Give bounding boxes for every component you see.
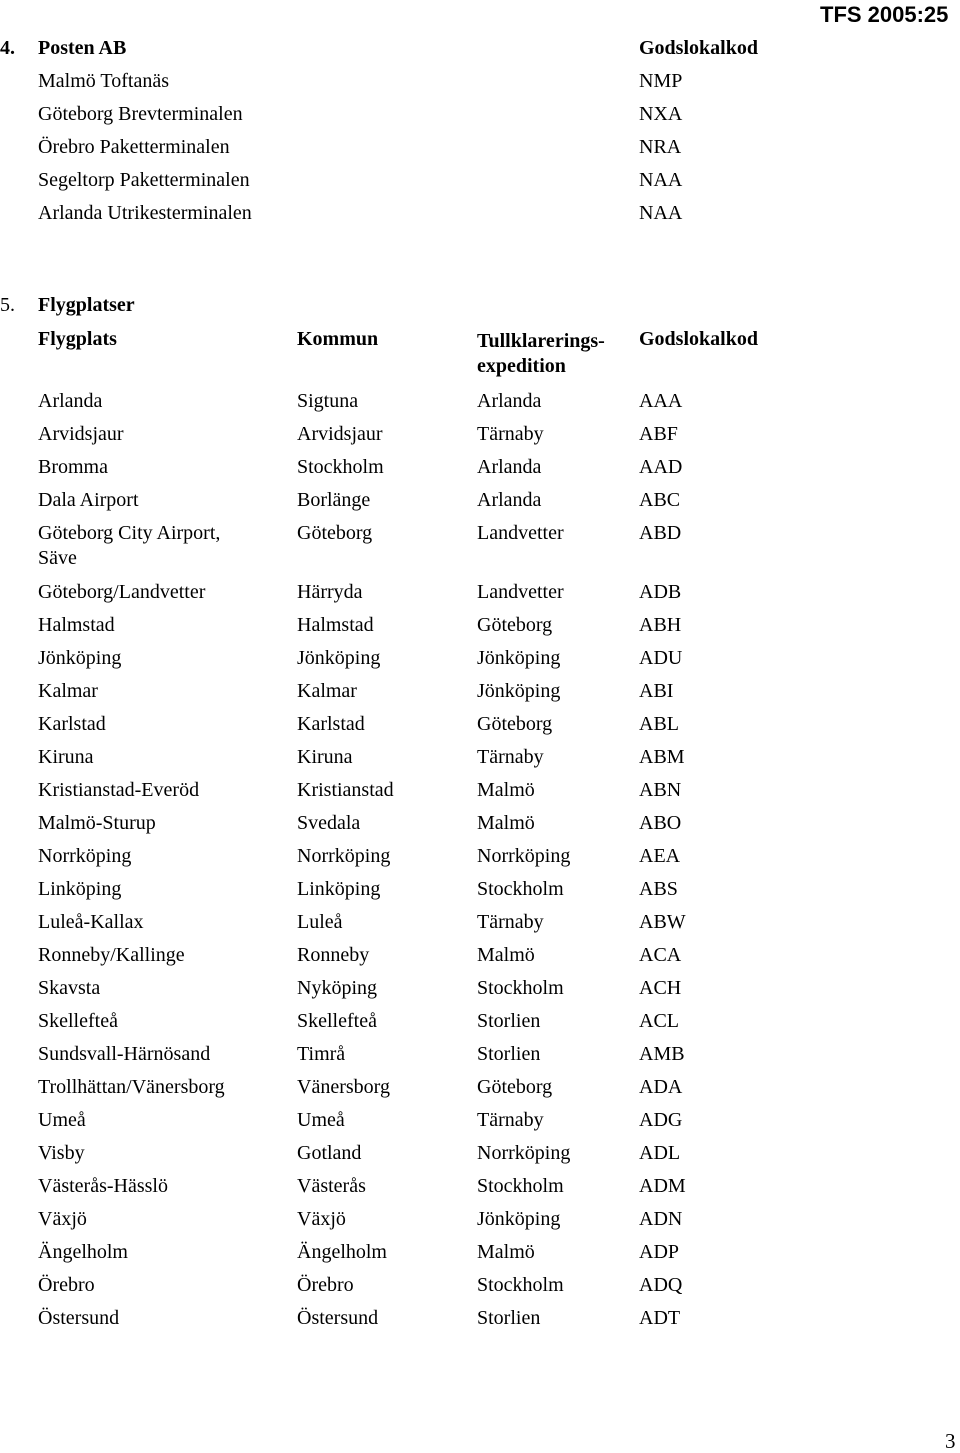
cell-customs-office: Stockholm (477, 977, 564, 999)
cell-municipality: Vänersborg (297, 1076, 390, 1098)
cell-municipality: Göteborg (297, 522, 373, 544)
cell-customs-office: Jönköping (477, 680, 561, 702)
terminal-code: NMP (639, 70, 683, 92)
cell-airport: Arvidsjaur (38, 423, 124, 445)
section-title: Flygplatser (38, 294, 135, 316)
cell-airport: Växjö (38, 1208, 87, 1230)
cell-airport: Örebro (38, 1274, 95, 1296)
cell-airport-line1: Göteborg City Airport, (38, 522, 221, 544)
cell-airport: Karlstad (38, 713, 106, 735)
cell-municipality: Ronneby (297, 944, 370, 966)
cell-airport: Skellefteå (38, 1010, 118, 1032)
cell-customs-office: Jönköping (477, 647, 561, 669)
cell-customs-office: Storlien (477, 1307, 541, 1329)
cell-customs-office: Arlanda (477, 489, 542, 511)
cell-municipality: Umeå (297, 1109, 345, 1131)
cell-airport: Umeå (38, 1109, 86, 1131)
cell-code: ADB (639, 581, 682, 603)
cell-customs-office: Stockholm (477, 878, 564, 900)
cell-municipality: Östersund (297, 1307, 379, 1329)
cell-municipality: Borlänge (297, 489, 371, 511)
cell-code: ADG (639, 1109, 683, 1131)
cell-customs-office: Norrköping (477, 845, 571, 867)
terminal-code: NXA (639, 103, 683, 125)
cell-municipality: Gotland (297, 1142, 362, 1164)
cell-code: ADP (639, 1241, 680, 1263)
cell-customs-office: Arlanda (477, 390, 542, 412)
cell-code: ABS (639, 878, 678, 900)
cell-municipality: Västerås (297, 1175, 366, 1197)
cell-municipality: Örebro (297, 1274, 354, 1296)
cell-customs-office: Malmö (477, 779, 535, 801)
cell-municipality: Ängelholm (297, 1241, 387, 1263)
cell-code: AAD (639, 456, 683, 478)
cell-code: ABL (639, 713, 679, 735)
cell-airport-line2: Säve (38, 547, 77, 569)
column-header-code: Godslokalkod (639, 328, 758, 350)
cell-municipality: Kiruna (297, 746, 353, 768)
column-header-code: Godslokalkod (639, 37, 758, 59)
cell-municipality: Norrköping (297, 845, 391, 867)
terminal-name: Segeltorp Paketterminalen (38, 169, 250, 191)
cell-customs-office: Jönköping (477, 1208, 561, 1230)
cell-airport: Göteborg/Landvetter (38, 581, 206, 603)
cell-airport: Malmö-Sturup (38, 812, 156, 834)
cell-airport: Kristianstad-Everöd (38, 779, 200, 801)
page-number: 3 (945, 1429, 956, 1453)
cell-airport: Luleå-Kallax (38, 911, 144, 933)
cell-airport: Jönköping (38, 647, 122, 669)
cell-municipality: Arvidsjaur (297, 423, 383, 445)
cell-code: AEA (639, 845, 681, 867)
section-title: Posten AB (38, 37, 127, 59)
list-item (0, 137, 900, 161)
cell-customs-office: Arlanda (477, 456, 542, 478)
cell-customs-office: Tärnaby (477, 423, 544, 445)
cell-municipality: Härryda (297, 581, 363, 603)
section-number: 4. (0, 37, 15, 59)
cell-airport: Ängelholm (38, 1241, 128, 1263)
cell-code: ABO (639, 812, 682, 834)
cell-airport: Kalmar (38, 680, 98, 702)
cell-municipality: Nyköping (297, 977, 377, 999)
cell-customs-office: Malmö (477, 944, 535, 966)
cell-airport: Bromma (38, 456, 108, 478)
cell-customs-office: Göteborg (477, 614, 553, 636)
cell-airport: Halmstad (38, 614, 115, 636)
terminal-code: NAA (639, 169, 683, 191)
cell-code: ABC (639, 489, 681, 511)
cell-code: ADU (639, 647, 683, 669)
cell-airport: Kiruna (38, 746, 94, 768)
cell-code: ADM (639, 1175, 686, 1197)
cell-code: AMB (639, 1043, 685, 1065)
cell-airport: Östersund (38, 1307, 120, 1329)
terminal-name: Göteborg Brevterminalen (38, 103, 243, 125)
cell-customs-office: Malmö (477, 1241, 535, 1263)
cell-municipality: Växjö (297, 1208, 346, 1230)
cell-customs-office: Tärnaby (477, 1109, 544, 1131)
cell-airport: Norrköping (38, 845, 132, 867)
cell-airport: Arlanda (38, 390, 103, 412)
cell-airport: Trollhättan/Vänersborg (38, 1076, 225, 1098)
column-header-customs-line2: expedition (477, 355, 566, 377)
cell-municipality: Kalmar (297, 680, 357, 702)
cell-airport (38, 521, 220, 571)
cell-airport: Skavsta (38, 977, 101, 999)
cell-municipality: Kristianstad (297, 779, 394, 801)
cell-customs-office: Storlien (477, 1010, 541, 1032)
cell-customs-office: Landvetter (477, 522, 564, 544)
list-item (0, 170, 900, 194)
cell-code: ADA (639, 1076, 683, 1098)
cell-code: AAA (639, 390, 683, 412)
terminal-name: Örebro Paketterminalen (38, 136, 230, 158)
cell-customs-office: Stockholm (477, 1175, 564, 1197)
cell-customs-office: Stockholm (477, 1274, 564, 1296)
cell-code: ADQ (639, 1274, 683, 1296)
cell-code: ADL (639, 1142, 681, 1164)
cell-airport: Sundsvall-Härnösand (38, 1043, 211, 1065)
cell-municipality: Halmstad (297, 614, 374, 636)
column-header-airport: Flygplats (38, 328, 117, 350)
list-item (0, 104, 900, 128)
cell-code: ACH (639, 977, 682, 999)
section-number: 5. (0, 294, 15, 316)
column-header-municipality: Kommun (297, 328, 379, 350)
terminal-name: Arlanda Utrikesterminalen (38, 202, 252, 224)
terminal-code: NRA (639, 136, 682, 158)
terminal-name: Malmö Toftanäs (38, 70, 169, 92)
cell-code: ABF (639, 423, 678, 445)
cell-municipality: Stockholm (297, 456, 384, 478)
cell-customs-office: Landvetter (477, 581, 564, 603)
cell-airport: Dala Airport (38, 489, 139, 511)
cell-code: ABD (639, 522, 682, 544)
cell-municipality: Skellefteå (297, 1010, 377, 1032)
cell-municipality: Linköping (297, 878, 381, 900)
cell-municipality: Svedala (297, 812, 361, 834)
document-reference: TFS 2005:25 (820, 2, 949, 27)
cell-customs-office: Tärnaby (477, 746, 544, 768)
terminal-code: NAA (639, 202, 683, 224)
column-header-customs-line1: Tullklarerings- (477, 330, 605, 352)
cell-municipality: Sigtuna (297, 390, 359, 412)
cell-customs-office: Malmö (477, 812, 535, 834)
cell-code: ABW (639, 911, 686, 933)
cell-code: ADT (639, 1307, 681, 1329)
list-item (0, 71, 900, 95)
cell-customs-office: Tärnaby (477, 911, 544, 933)
cell-code: ABI (639, 680, 674, 702)
cell-code: ACL (639, 1010, 679, 1032)
cell-code: ABM (639, 746, 685, 768)
cell-code: ABH (639, 614, 682, 636)
cell-customs-office: Storlien (477, 1043, 541, 1065)
cell-customs-office: Norrköping (477, 1142, 571, 1164)
cell-customs-office: Göteborg (477, 1076, 553, 1098)
list-item (0, 203, 900, 227)
cell-code: ABN (639, 779, 682, 801)
cell-airport: Linköping (38, 878, 122, 900)
cell-municipality: Luleå (297, 911, 343, 933)
cell-municipality: Jönköping (297, 647, 381, 669)
cell-customs-office: Göteborg (477, 713, 553, 735)
cell-code: ACA (639, 944, 682, 966)
cell-airport: Ronneby/Kallinge (38, 944, 185, 966)
cell-code: ADN (639, 1208, 683, 1230)
column-header-customs-office (477, 329, 605, 379)
cell-municipality: Karlstad (297, 713, 365, 735)
cell-municipality: Timrå (297, 1043, 346, 1065)
cell-airport: Västerås-Hässlö (38, 1175, 168, 1197)
cell-airport: Visby (38, 1142, 85, 1164)
